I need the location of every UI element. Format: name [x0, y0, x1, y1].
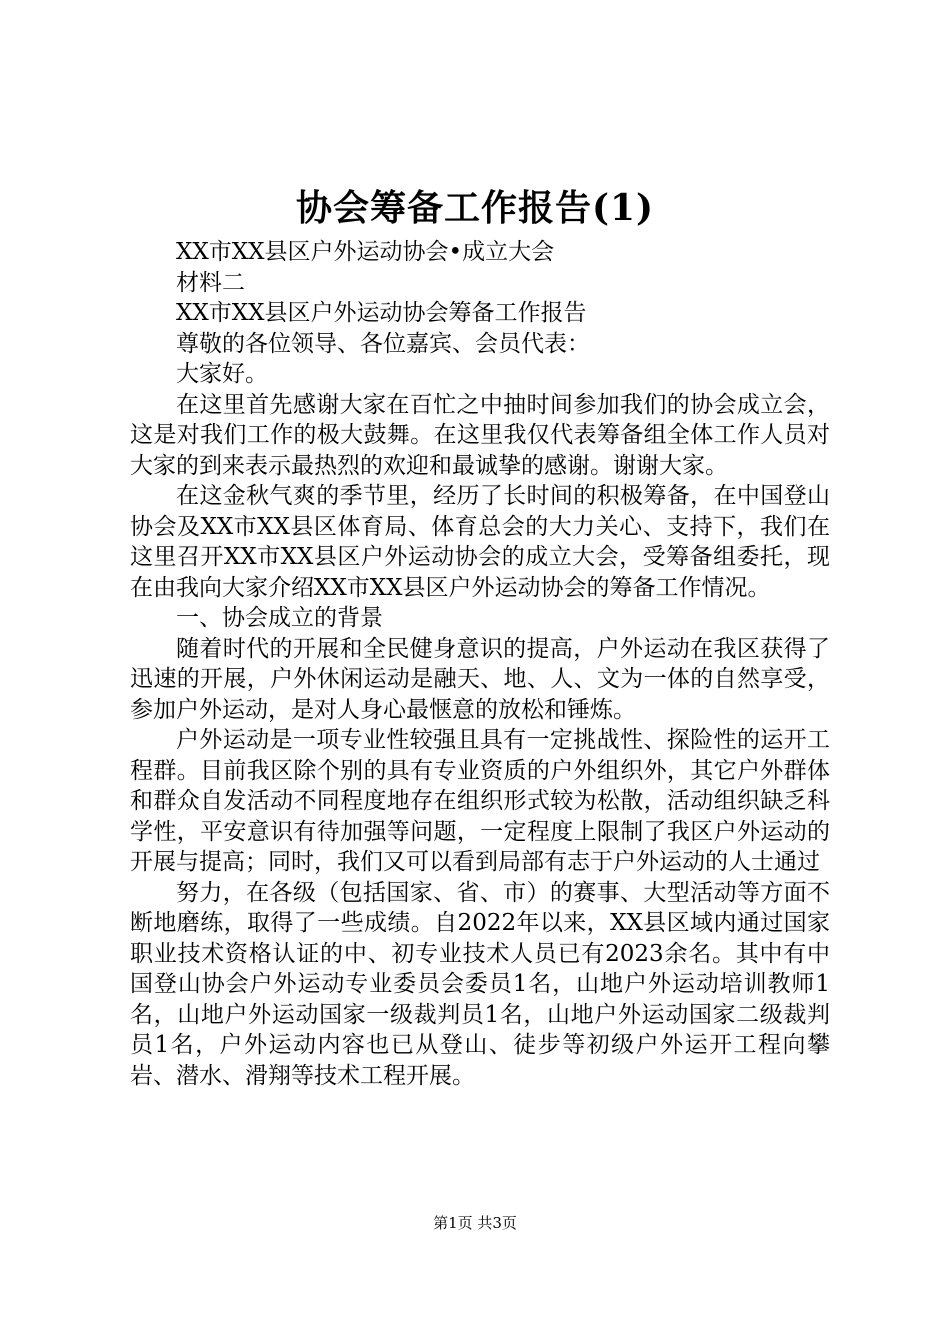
paragraph-introduction: 在这金秋气爽的季节里，经历了长时间的积极筹备，在中国登山协会及XX市XX县区体育局、体育总会的大力关心、支持下，我们在这里召开XX市XX县区户外运动协会的成立大会，受筹备组委托，现在由我向大家介绍XX市XX县区户外运动协会的筹备工作情况。 — [130, 483, 830, 601]
paragraph-development: 随着时代的开展和全民健身意识的提高，户外运动在我区获得了迅速的开展，户外休闲运动是融天、地、人、文为一体的自然享受，参加户外运动，是对人身心最惬意的放松和锤炼。 — [130, 635, 830, 723]
page-number-footer: 第1页 共3页 — [433, 1214, 517, 1232]
paragraph-thanks: 在这里首先感谢大家在百忙之中抽时间参加我们的协会成立会，这是对我们工作的极大鼓舞。在这里我仅代表筹备组全体工作人员对大家的到来表示最热烈的欢迎和最诚挚的感谢。谢谢大家。 — [130, 391, 830, 479]
paragraph-achievements: 努力，在各级（包括国家、省、市）的赛事、大型活动等方面不断地磨练，取得了一些成绩。自2022年以来，XX县区域内通过国家职业技术资格认证的中、初专业技术人员已有2023余名。其中有中国登山协会户外运动专业委员会委员1名，山地户外运动培训教师1名，山地户外运动国家一级裁判员1名，山地户外运动国家二级裁判员1名，户外运动内容也已从登山、徒步等初级户外运开工程向攀岩、潜水、滑翔等技术工程开展。 — [130, 879, 830, 1089]
document-body — [130, 237, 830, 1091]
paragraph-greeting: 大家好。 — [176, 361, 268, 387]
paragraph-salutation: 尊敬的各位领导、各位嘉宾、会员代表： — [176, 330, 590, 357]
paragraph-problems: 户外运动是一项专业性较强且具有一定挑战性、探险性的运开工程群。目前我区除个别的具有专业资质的户外组织外，其它户外群体和群众自发活动不同程度地存在组织形式较为松散，活动组织缺乏科学性，平安意识有待加强等问题，一定程度上限制了我区户外运动的开展与提高；同时，我们又可以看到局部有志于户外运动的人士通过 — [130, 727, 830, 875]
paragraph-material-label: 材料二 — [176, 269, 245, 296]
document-title: 协会筹备工作报告(1) — [295, 187, 655, 229]
paragraph-heading-line: XX市XX县区户外运动协会•成立大会 — [176, 239, 555, 265]
section-heading-background: 一、协会成立的背景 — [176, 605, 383, 631]
paragraph-report-title: XX市XX县区户外运动协会筹备工作报告 — [176, 300, 587, 326]
